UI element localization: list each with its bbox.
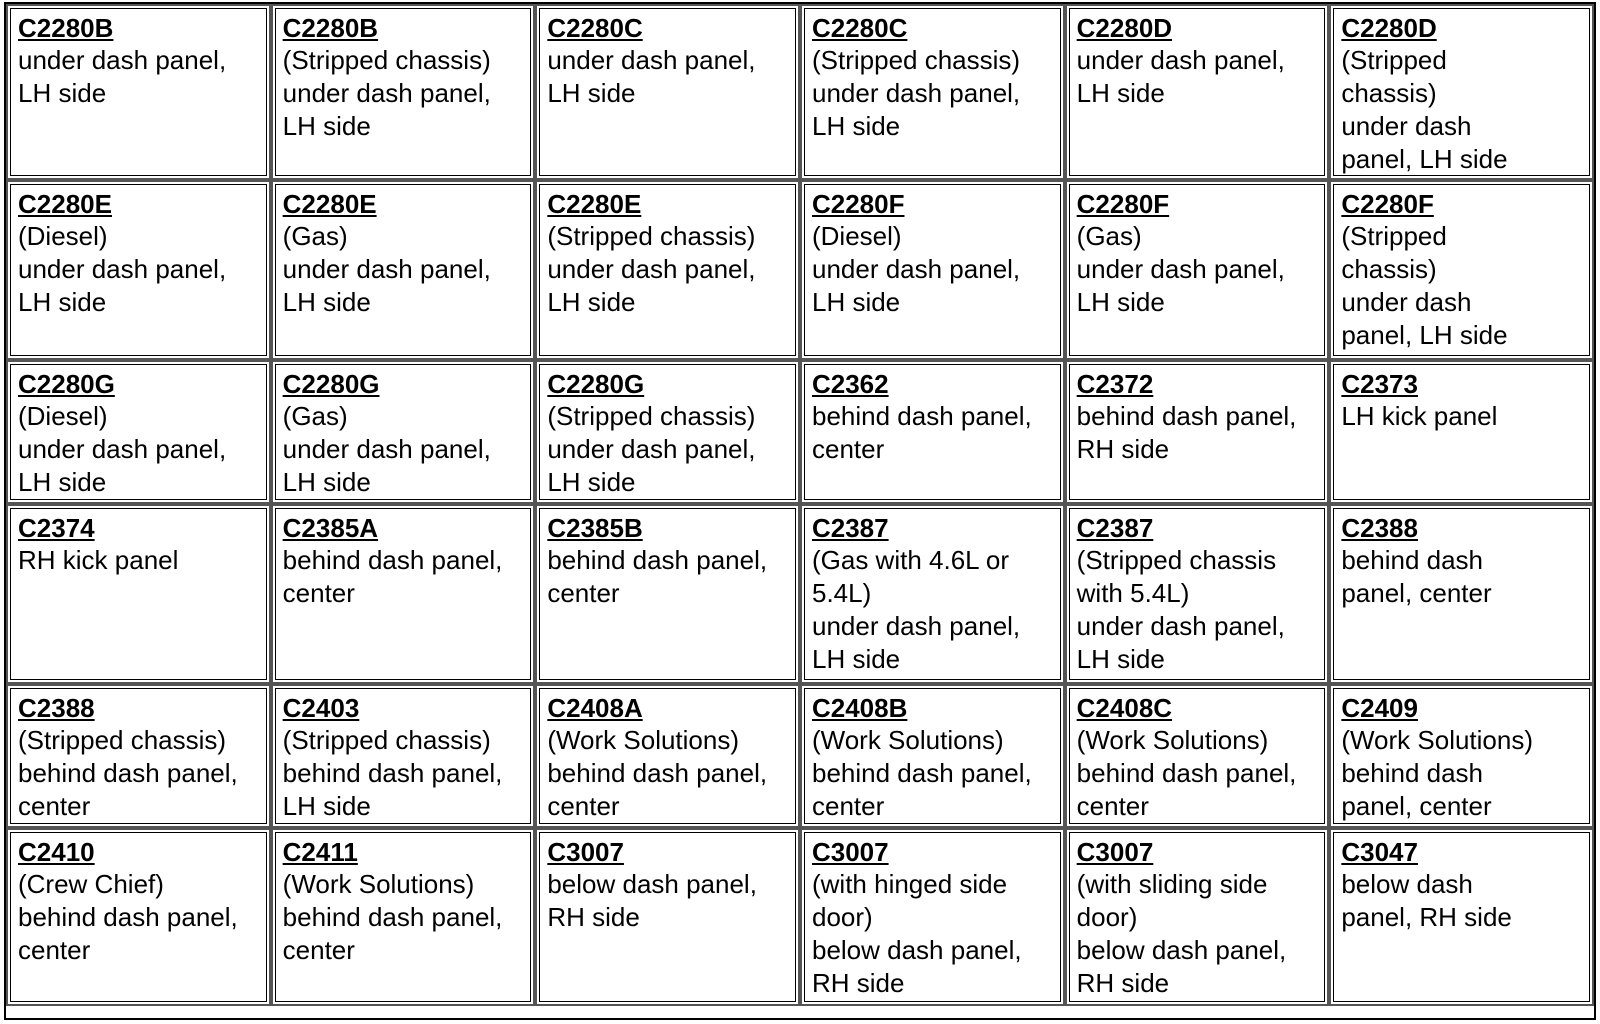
connector-code-link[interactable]: C3007 (811, 837, 889, 867)
connector-cell (271, 360, 536, 504)
connector-location-text: (Gas with 4.6L or 5.4L) under dash panel, LH side (811, 545, 1021, 674)
connector-location-text: (Work Solutions) behind dash panel, center (282, 869, 503, 965)
connector-code-link[interactable]: C2280F (1341, 189, 1434, 219)
connector-code-link[interactable]: C2280F (811, 189, 905, 219)
connector-location-text: behind dash panel, center (547, 545, 768, 608)
connector-cell (800, 828, 1065, 1006)
connector-code-link[interactable]: C2388 (1341, 513, 1418, 543)
connector-location-text: RH kick panel (18, 545, 179, 575)
connector-location-text: (with sliding side door) below dash panel, RH side (1076, 869, 1287, 998)
connector-code-link[interactable]: C2387 (811, 513, 889, 543)
connector-cell (6, 4, 271, 180)
connector-location-text: behind dash panel, center (1341, 545, 1492, 608)
connector-location-text: (Gas) under dash panel, LH side (1076, 221, 1285, 317)
connector-cell (1065, 4, 1330, 180)
connector-cell (535, 180, 800, 360)
connector-code-link[interactable]: C2280B (282, 13, 379, 43)
connector-cell (271, 4, 536, 180)
connector-cell (271, 828, 536, 1006)
connector-cell (6, 504, 271, 684)
connector-code-link[interactable]: C2280C (547, 13, 643, 43)
connector-code-link[interactable]: C2362 (811, 369, 889, 399)
connector-code-link[interactable]: C3047 (1341, 837, 1418, 867)
connector-code-link[interactable]: C2280B (18, 13, 114, 43)
connector-code-link[interactable]: C2280D (1076, 13, 1173, 43)
connector-code-link[interactable]: C2385A (282, 513, 379, 543)
connector-code-link[interactable]: C2385B (547, 513, 643, 543)
connector-cell (535, 828, 800, 1006)
connector-cell (800, 180, 1065, 360)
connector-location-text: (Diesel) under dash panel, LH side (811, 221, 1021, 317)
connector-cell (535, 684, 800, 828)
connector-cell (1065, 684, 1330, 828)
connector-code-link[interactable]: C2411 (282, 837, 358, 867)
connector-location-text: (Stripped chassis) under dash panel, LH side (1341, 45, 1508, 174)
connector-cell (800, 504, 1065, 684)
connector-code-link[interactable]: C2408C (1076, 693, 1173, 723)
connector-code-link[interactable]: C2403 (282, 693, 360, 723)
connector-code-link[interactable]: C2373 (1341, 369, 1418, 399)
connector-location-text: (Diesel) under dash panel, LH side (18, 401, 227, 497)
connector-code-link[interactable]: C2280G (282, 369, 380, 399)
connector-code-link[interactable]: C2280G (18, 369, 115, 399)
connector-cell (1329, 4, 1594, 180)
connector-location-text: (Crew Chief) behind dash panel, center (18, 869, 238, 965)
connector-code-link[interactable]: C2408B (811, 693, 908, 723)
connector-cell (6, 684, 271, 828)
connector-cell (800, 684, 1065, 828)
connector-cell (271, 180, 536, 360)
connector-code-link[interactable]: C2280F (1076, 189, 1170, 219)
connector-cell (535, 360, 800, 504)
connector-cell (1065, 180, 1330, 360)
connector-code-link[interactable]: C2374 (18, 513, 95, 543)
connector-code-link[interactable]: C2409 (1341, 693, 1418, 723)
connector-cell (1329, 828, 1594, 1006)
connector-location-text: behind dash panel, center (282, 545, 503, 608)
connector-location-text: (Work Solutions) behind dash panel, center (1076, 725, 1297, 821)
connector-cell (535, 4, 800, 180)
connector-grid (6, 4, 1594, 1018)
connector-location-text: (Stripped chassis) under dash panel, LH side (811, 45, 1021, 141)
connector-location-table (4, 2, 1596, 1020)
connector-cell (1329, 684, 1594, 828)
connector-location-text: (with hinged side door) below dash panel, RH side (811, 869, 1022, 998)
connector-location-text: under dash panel, LH side (18, 45, 227, 108)
connector-cell (800, 360, 1065, 504)
connector-code-link[interactable]: C2387 (1076, 513, 1154, 543)
connector-code-link[interactable]: C3007 (547, 837, 624, 867)
connector-code-link[interactable]: C2388 (18, 693, 95, 723)
connector-location-text: below dash panel, RH side (547, 869, 757, 932)
connector-cell (6, 828, 271, 1006)
connector-code-link[interactable]: C2280D (1341, 13, 1437, 43)
connector-location-text: (Stripped chassis) under dash panel, LH side (282, 45, 491, 141)
connector-location-text: (Work Solutions) behind dash panel, center (811, 725, 1032, 821)
connector-cell (1065, 504, 1330, 684)
connector-location-text: LH kick panel (1341, 401, 1498, 431)
connector-location-text: below dash panel, RH side (1341, 869, 1512, 932)
connector-code-link[interactable]: C3007 (1076, 837, 1154, 867)
connector-code-link[interactable]: C2280C (811, 13, 908, 43)
connector-location-text: (Diesel) under dash panel, LH side (18, 221, 227, 317)
connector-location-text: (Stripped chassis) behind dash panel, LH side (282, 725, 503, 821)
connector-code-link[interactable]: C2280E (547, 189, 642, 219)
connector-cell (6, 360, 271, 504)
connector-cell (6, 180, 271, 360)
connector-cell (1329, 360, 1594, 504)
connector-location-text: (Stripped chassis with 5.4L) under dash panel, LH side (1076, 545, 1285, 674)
connector-cell (800, 4, 1065, 180)
connector-cell (1329, 180, 1594, 360)
connector-cell (1065, 360, 1330, 504)
connector-location-text: (Stripped chassis) under dash panel, LH side (547, 401, 756, 497)
connector-cell (271, 504, 536, 684)
connector-cell (1329, 504, 1594, 684)
connector-code-link[interactable]: C2408A (547, 693, 643, 723)
connector-location-text: under dash panel, LH side (547, 45, 756, 108)
connector-code-link[interactable]: C2280G (547, 369, 645, 399)
connector-location-text: (Stripped chassis) under dash panel, LH side (1341, 221, 1508, 350)
connector-location-text: behind dash panel, center (811, 401, 1032, 464)
connector-location-text: behind dash panel, RH side (1076, 401, 1297, 464)
connector-cell (1065, 828, 1330, 1006)
connector-location-text: (Work Solutions) behind dash panel, center (547, 725, 768, 821)
connector-code-link[interactable]: C2280E (282, 189, 377, 219)
connector-location-text: (Stripped chassis) under dash panel, LH side (547, 221, 756, 317)
connector-location-text: (Stripped chassis) behind dash panel, center (18, 725, 238, 821)
connector-cell (271, 684, 536, 828)
connector-location-text: (Gas) under dash panel, LH side (282, 401, 491, 497)
connector-location-text: (Work Solutions) behind dash panel, center (1341, 725, 1534, 821)
connector-code-link[interactable]: C2280E (18, 189, 112, 219)
connector-code-link[interactable]: C2372 (1076, 369, 1154, 399)
connector-code-link[interactable]: C2410 (18, 837, 95, 867)
connector-location-text: under dash panel, LH side (1076, 45, 1285, 108)
connector-cell (535, 504, 800, 684)
connector-location-text: (Gas) under dash panel, LH side (282, 221, 491, 317)
